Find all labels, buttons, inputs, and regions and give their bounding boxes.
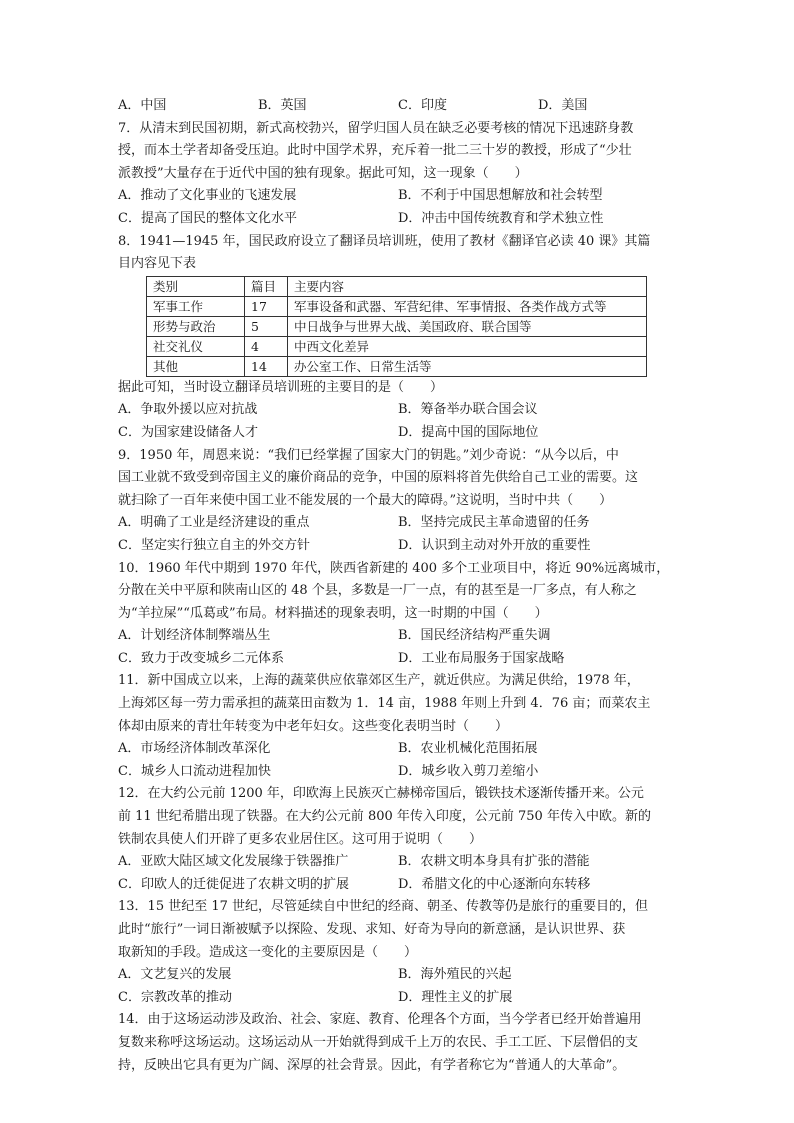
q9-line-2: 国工业就不致受到帝国主义的廉价商品的竞争，中国的原料将首先供给自己工业的需要。这 xyxy=(118,470,639,486)
q7-options-row-2 xyxy=(118,208,678,231)
q8-option-a: A．争取外援以应对抗战 xyxy=(118,402,258,418)
q13-line-1: 13．15 世纪至 17 世纪，尽管延续自中世纪的经商、朝圣、传教等仍是旅行的重要目的，但 xyxy=(118,899,649,915)
q9-option-c: C．坚定实行独立自主的外交方针 xyxy=(118,537,310,553)
table-row xyxy=(147,296,647,316)
q9-option-d: D．认识到主动对外开放的重要性 xyxy=(398,537,591,553)
question-13 xyxy=(118,896,678,1009)
table-cell: 军事设备和武器、军营纪律、军事情报、各类作战方式等 xyxy=(288,296,647,316)
q7-line-1: 7．从清末到民国初期，新式高校勃兴，留学归国人员在缺乏必要考核的情况下迅速跻身教 xyxy=(118,120,634,136)
q12-option-b: B．农耕文明本身具有扩张的潜能 xyxy=(398,854,590,870)
table-row xyxy=(147,316,647,336)
table-cell: 17 xyxy=(245,296,288,316)
q12-option-a: A．亚欧大陆区域文化发展缘于铁器推广 xyxy=(118,854,349,870)
table-cell: 办公室工作、日常生活等 xyxy=(288,356,647,376)
q8-after-table: 据此可知，当时设立翻译员培训班的主要目的是（ ） xyxy=(118,379,444,395)
table-cell: 形势与政治 xyxy=(147,316,245,336)
q8-options-row-2 xyxy=(118,422,678,445)
q10-line-3: 为“羊拉屎”“瓜葛或”布局。材料描述的现象表明，这一时期的中国（ ） xyxy=(118,605,548,621)
exam-page xyxy=(118,95,678,1077)
q13-options-row-1 xyxy=(118,964,678,987)
q11-option-a: A．市场经济体制改革深化 xyxy=(118,741,271,757)
q13-line-3: 取新知的手段。造成这一变化的主要原因是（ ） xyxy=(118,944,418,960)
q8-option-c: C．为国家建设储备人才 xyxy=(118,424,258,440)
q13-options-row-2 xyxy=(118,987,678,1010)
q14-line-3: 持，反映出它具有更为广阔、深厚的社会背景。因此，有学者称它为“普通人的大革命”。 xyxy=(118,1057,626,1073)
q11-option-c: C．城乡人口流动进程加快 xyxy=(118,763,271,779)
q10-option-b: B．国民经济结构严重失调 xyxy=(398,628,551,644)
question-10 xyxy=(118,558,678,671)
question-7 xyxy=(118,118,678,231)
q10-line-1: 10．1960 年代中期到 1970 年代，陕西省新建的 400 多个工业项目中，将近 90%远离城市， xyxy=(118,560,670,576)
table-cell: 4 xyxy=(245,336,288,356)
q6-option-c: C．印度 xyxy=(398,98,447,113)
table-cell: 中西文化差异 xyxy=(288,336,647,356)
q12-options-row-1 xyxy=(118,851,678,874)
q11-options-row-2 xyxy=(118,761,678,784)
q7-option-d: D．冲击中国传统教育和学术独立性 xyxy=(398,210,604,226)
table-cell: 中日战争与世界大战、美国政府、联合国等 xyxy=(288,316,647,336)
q10-option-a: A．计划经济体制弊端丛生 xyxy=(118,628,271,644)
q13-line-2: 此时“旅行”一词日渐被赋予以探险、发现、求知、好奇为导向的新意涵，是认识世界、获 xyxy=(118,922,626,937)
q11-options-row-1 xyxy=(118,738,678,761)
q9-options-row-1 xyxy=(118,512,678,535)
q8-table xyxy=(146,276,647,377)
q11-option-b: B．农业机械化范围拓展 xyxy=(398,741,538,757)
q6-option-a: A．中国 xyxy=(118,98,167,113)
q12-line-2: 前 11 世纪希腊出现了铁器。在大约公元前 800 年传入印度，公元前 750 年传入中欧。新的 xyxy=(118,809,651,825)
q12-options-row-2 xyxy=(118,874,678,897)
q13-option-d: D．理性主义的扩展 xyxy=(398,989,513,1005)
table-header-cell: 主要内容 xyxy=(288,276,647,296)
table-header-row xyxy=(147,276,647,296)
q10-options-row-1 xyxy=(118,625,678,648)
q10-option-d: D．工业布局服务于国家战略 xyxy=(398,650,565,666)
q6-option-d: D．美国 xyxy=(538,98,588,113)
table-header-cell: 篇目 xyxy=(245,276,288,296)
q6-options xyxy=(118,95,678,118)
table-cell: 社交礼仪 xyxy=(147,336,245,356)
table-row xyxy=(147,336,647,356)
q11-option-d: D．城乡收入剪刀差缩小 xyxy=(398,763,539,779)
table-cell: 军事工作 xyxy=(147,296,245,316)
q12-option-d: D．希腊文化的中心逐渐向东转移 xyxy=(398,876,591,892)
question-14 xyxy=(118,1009,678,1077)
q7-option-c: C．提高了国民的整体文化水平 xyxy=(118,210,297,226)
q10-options-row-2 xyxy=(118,648,678,671)
q14-line-2: 复数来称呼这场运动。这场运动从一开始就得到成千上万的农民、手工工匠、下层僧侣的支 xyxy=(118,1034,639,1050)
table-header-cell: 类别 xyxy=(147,276,245,296)
q11-line-3: 体却由原来的青壮年转变为中老年妇女。这些变化表明当时（ ） xyxy=(118,718,509,734)
q7-option-a: A．推动了文化事业的飞速发展 xyxy=(118,188,297,204)
q7-line-2: 授，而本土学者却备受压迫。此时中国学术界，充斥着一批二三十岁的教授，形成了“少壮 xyxy=(118,143,632,159)
q7-line-3: 派教授”大量存在于近代中国的独有现象。据此可知，这一现象（ ） xyxy=(118,165,528,181)
q8-option-b: B．筹备举办联合国会议 xyxy=(398,402,538,418)
table-cell: 其他 xyxy=(147,356,245,376)
table-cell: 14 xyxy=(245,356,288,376)
q9-options-row-2 xyxy=(118,535,678,558)
question-11 xyxy=(118,670,678,783)
q13-option-c: C．宗教改革的推动 xyxy=(118,989,232,1005)
q11-line-2: 上海郊区每一劳力需承担的蔬菜田亩数为 1．14 亩，1988 年则上升到 4．76 亩；而菜农主 xyxy=(118,696,651,712)
q8-line-2: 目内容见下表 xyxy=(118,256,197,272)
q10-line-2: 分散在关中平原和陕南山区的 48 个县，多数是一厂一点，有的甚至是一厂多点，有人称之 xyxy=(118,583,637,599)
table-row xyxy=(147,356,647,376)
q9-option-b: B．坚持完成民主革命遗留的任务 xyxy=(398,515,590,531)
q9-line-1: 9．1950 年，周恩来说：“我们已经掌握了国家大门的钥匙。”刘少奇说：“从今以后，中 xyxy=(118,447,619,463)
q7-options-row-1 xyxy=(118,185,678,208)
q8-option-d: D．提高中国的国际地位 xyxy=(398,424,539,440)
question-8 xyxy=(118,231,678,445)
q9-option-a: A．明确了工业是经济建设的重点 xyxy=(118,515,310,531)
q9-line-3: 就扫除了一百年来使中国工业不能发展的一个最大的障碍。”这说明，当时中共（ ） xyxy=(118,492,613,508)
table-cell: 5 xyxy=(245,316,288,336)
q13-option-a: A．文艺复兴的发展 xyxy=(118,967,232,983)
q7-option-b: B．不利于中国思想解放和社会转型 xyxy=(398,188,603,204)
q14-line-1: 14．由于这场运动涉及政治、社会、家庭、教育、伦理各个方面，当今学者已经开始普遍用 xyxy=(118,1012,642,1028)
q8-options-row-1 xyxy=(118,399,678,422)
q8-line-1: 8．1941—1945 年，国民政府设立了翻译员培训班，使用了教材《翻译官必读 40 课》其篇 xyxy=(118,233,651,249)
question-9 xyxy=(118,445,678,558)
q12-line-3: 铁制农具使人们开辟了更多农业居住区。这可用于说明（ ） xyxy=(118,831,483,847)
q11-line-1: 11．新中国成立以来，上海的蔬菜供应依靠郊区生产，就近供应。为满足供给，1978 年， xyxy=(118,673,640,689)
q10-option-c: C．致力于改变城乡二元体系 xyxy=(118,650,284,666)
q12-option-c: C．印欧人的迁徙促进了农耕文明的扩展 xyxy=(118,876,349,892)
q12-line-1: 12．在大约公元前 1200 年，印欧海上民族灭亡赫梯帝国后，锻铁技术逐渐传播开来。公元 xyxy=(118,786,644,802)
q6-option-b: B．英国 xyxy=(258,98,307,113)
q13-option-b: B．海外殖民的兴起 xyxy=(398,967,512,983)
question-12 xyxy=(118,783,678,896)
